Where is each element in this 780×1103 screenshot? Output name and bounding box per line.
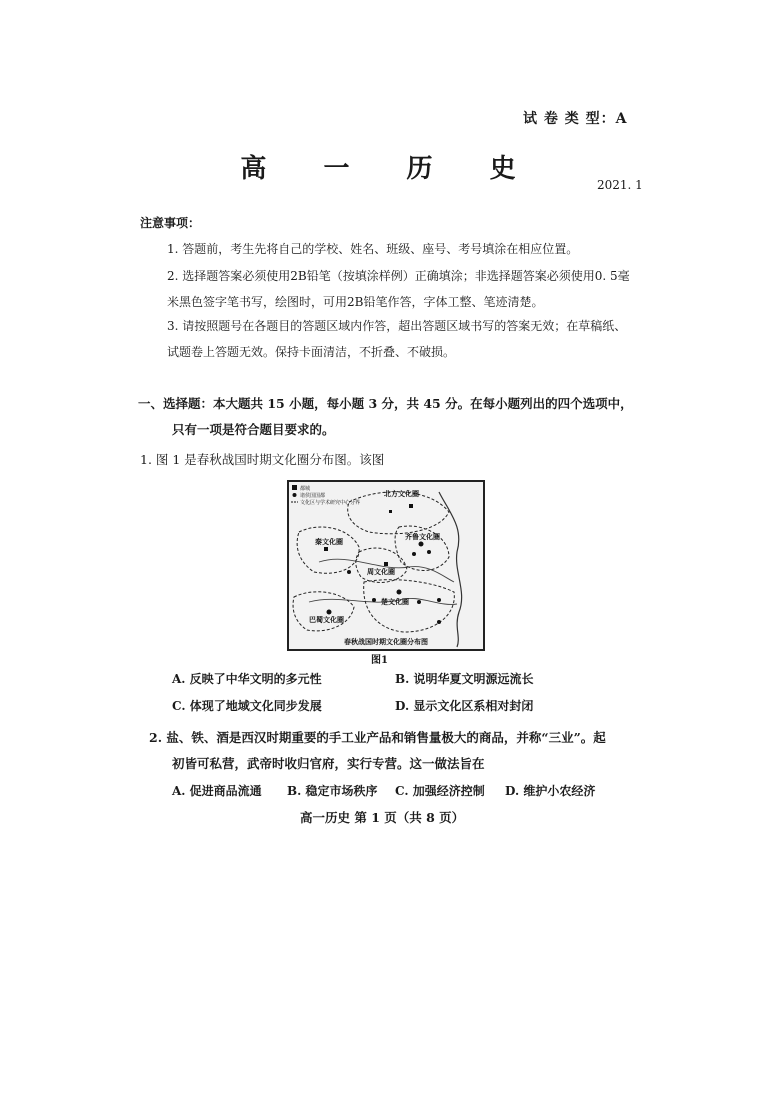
region-qilu: 齐鲁文化圈 [405,532,440,541]
map-caption: 春秋战国时期文化圈分布图 [344,637,428,646]
figure-label: 图1 [371,655,388,666]
region-zhou: 周文化圈 [367,567,395,576]
question-1-stem: 1. 图 1 是春秋战国时期文化圈分布图。该图 [140,452,385,467]
q1-option-c: C. 体现了地域文化同步发展 [172,699,322,713]
q2-option-b: B. 稳定市场秩序 [287,784,378,798]
q2-option-d: D. 维护小农经济 [505,784,596,798]
legend-boundary: 文化区与学术研究中心分界 [300,500,361,506]
q2-option-c: C. 加强经济控制 [395,784,485,798]
culture-map-figure [287,480,485,651]
legend-state-capital: 诸侯国国都 [300,493,326,499]
q1-option-d: D. 显示文化区系相对封闭 [395,699,534,713]
notice-item-1: 1. 答题前，考生先将自己的学校、姓名、班级、座号、考号填涂在相应位置。 [167,242,579,256]
q1-option-b: B. 说明华夏文明源远流长 [395,672,534,686]
q1-option-a: A. 反映了中华文明的多元性 [172,672,322,686]
exam-date: 2021. 1 [597,178,643,192]
notice-item-2: 2. 选择题答案必须使用2B铅笔（按填涂样例）正确填涂；非选择题答案必须使用0. 5毫米黑色签字笔书写，绘图时，可用2B铅笔作答，字体工整、笔迹清楚。 [167,269,630,309]
page-title: 高 一 历 史 [240,154,540,184]
page-footer: 高一历史 第 1 页（共 8 页） [300,810,465,825]
notice-heading: 注意事项： [140,216,201,230]
legend-capital: 都城 [300,486,311,492]
question-2-stem-line1: 2. 盐、铁、酒是西汉时期重要的手工业产品和销售量极大的商品，并称“三业”。起 [149,730,606,745]
exam-type: 试 卷 类 型：A [523,111,628,127]
section-heading-line1: 一、选择题：本大题共 15 小题，每小题 3 分，共 45 分。在每小题列出的四个选项中， [138,396,633,411]
region-qin: 秦文化圈 [315,537,343,546]
region-north: 北方文化圈 [384,489,419,498]
region-bashu: 巴蜀文化圈 [309,615,344,624]
section-heading-line2: 只有一项是符合题目要求的。 [172,422,335,437]
question-2-stem-line2: 初皆可私营，武帝时收归官府，实行专营。这一做法旨在 [172,756,485,771]
notice-item-3: 3. 请按照题号在各题目的答题区域内作答，超出答题区域书写的答案无效；在草稿纸、试题卷上答题无效。保持卡面清洁，不折叠、不破损。 [167,319,627,359]
q2-option-a: A. 促进商品流通 [172,784,262,798]
region-chu: 楚文化圈 [381,597,409,606]
